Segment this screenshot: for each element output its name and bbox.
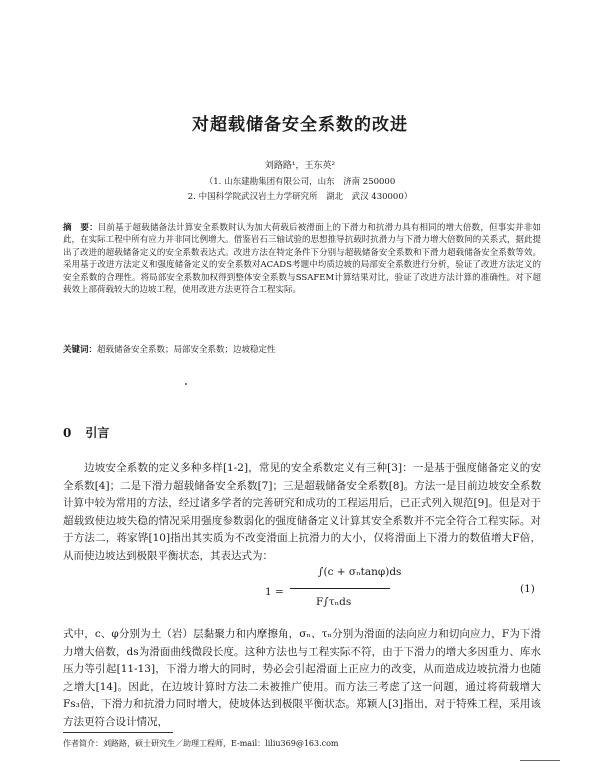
section-number: 0 [63, 426, 72, 440]
formula-lhs: 1 = [265, 586, 284, 598]
keywords-text: 超载储备安全系数；局部安全系数；边坡稳定性 [97, 345, 276, 355]
scan-speck [185, 383, 187, 385]
section-title: 引言 [85, 426, 110, 440]
body-paragraph-2: 式中，c、φ分别为土（岩）层黏聚力和内摩擦角，σₙ、τₙ分别为滑面的法向应力和切向应力，F为下滑力增大倍数，ds为滑面曲线微段长度。这种方法也与工程实际不符，由于下滑力的增大多因重力、库水压力等引起[11-13]，下滑力增大的同时，势必会引起滑面上正应力的改变，从而造成边坡抗滑力也随之增大[14]。因此，在边坡计算时方法二未被推广使用。而方法三考虑了这一问题，通过将荷载增大Fs₃倍，下滑力和抗滑力同时增大，使坡体达到极限平衡状态。郑颖人[3]指出，对于特殊工程，采用该方法更符合设计情况， [63, 628, 541, 728]
formula-number: (1) [520, 583, 535, 595]
section-heading [63, 424, 109, 441]
affiliation-2: 2. 中国科学院武汉岩土力学研究所 湖北 武汉 430000） [187, 192, 413, 202]
abstract-label: 摘 要： [63, 223, 98, 233]
body-paragraph-1: 边坡安全系数的定义多种多样[1-2]，常见的安全系数定义有三种[3]：一是基于强度储备定义的安全系数[4]；二是下滑力超载储备安全系数[7]；三是超载储备安全系数[8]。方法一是目前边坡安全系数计算中较为常用的方法，经过诸多学者的完善研究和成功的工程运用后，已正式列入规范[9]。但是对于超载致使边坡失稳的情况采用强度参数弱化的强度储备定义计算其安全系数并不完全符合工程实际。对于方法二，蒋家铧[10]指出其实质为不改变滑面上抗滑力的大小，仅将滑面上下滑力的数值增大F倍，从而使边坡达到极限平衡状态，其表达式为： [63, 462, 541, 562]
affiliation-1: （1. 山东建勘集团有限公司，山东 济南 250000 [204, 177, 396, 187]
formula-numerator: ∫(c + σₙtanφ)ds [318, 566, 402, 578]
keywords [63, 343, 541, 355]
paper-title: 对超载储备安全系数的改进 [192, 115, 408, 135]
abstract-text: 目前基于超载储备法计算安全系数时认为加大荷载后被滑面上的下滑力和抗滑力具有相同的增大倍数，但事实并非如此，在实际工程中所有应力并非同比例增大。借鉴岩石三轴试验的思想推导抗载时抗滑力与下滑力增大倍数间的关系式，据此提出了改进的超载储备定义的安全系数表达式。改进方法在特定条件下分别与超载储备安全系数和下滑力超载储备安全系数等效。采用基于改进方法定义和强度储备定义的安全系数对ACADS考题中均质边坡的局部安全系数进行分析，验证了改进方法定义的安全系数的合理性。将局部安全系数加权得到整体安全系数与SSAFEM计算结果对比，验证了改进方法计算的准确性。对下超载效上部荷载较大的边坡工程，使用改进方法更符合工程实际。 [63, 223, 541, 296]
formula-fraction-bar [290, 588, 390, 589]
author-line: 刘路路¹，王东英² [264, 161, 336, 171]
page-corner-mark [520, 760, 560, 761]
footnote-rule [63, 732, 173, 733]
author-footnote: 作者简介：刘路路，硕士研究生／助理工程师，E-mail：liliu369@163.com [63, 739, 339, 748]
formula-denominator: F∫τₙds [316, 596, 352, 608]
keywords-label: 关键词： [63, 345, 98, 355]
abstract [63, 222, 541, 296]
